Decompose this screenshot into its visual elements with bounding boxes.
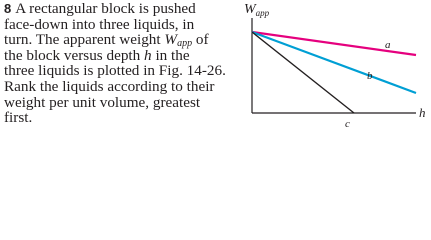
problem-line-7: weight per unit volume, greatest [4,93,201,111]
x-axis-label: h [419,105,426,120]
problem-line-2: face-down into three liquids, in [4,15,195,33]
problem-line-4: the block versus depth h in the [4,46,190,64]
problem-line-5: three liquids is plotted in Fig. 14-26. [4,62,226,80]
line-label-a: a [385,39,391,51]
problem-text [4,1,236,126]
graph-figure [236,0,431,137]
y-axis-label: $W_{app}$ [244,2,270,18]
line-label-b: b [367,70,373,82]
problem-line-6: Rank the liquids according to their [4,77,215,95]
problem-line-8: first. [4,109,33,127]
symbol-w-app: $W_{app}$ [164,31,193,50]
problem-line-1: 8 A rectangular block is pushed [4,0,196,17]
symbol-h: h [144,46,152,64]
graph-svg [236,0,431,137]
line-label-c: c [345,118,350,130]
problem-number: 8 [4,1,12,16]
line-b [252,32,416,93]
problem-line-3: turn. The apparent weight $W_{app}$ of [4,31,209,50]
